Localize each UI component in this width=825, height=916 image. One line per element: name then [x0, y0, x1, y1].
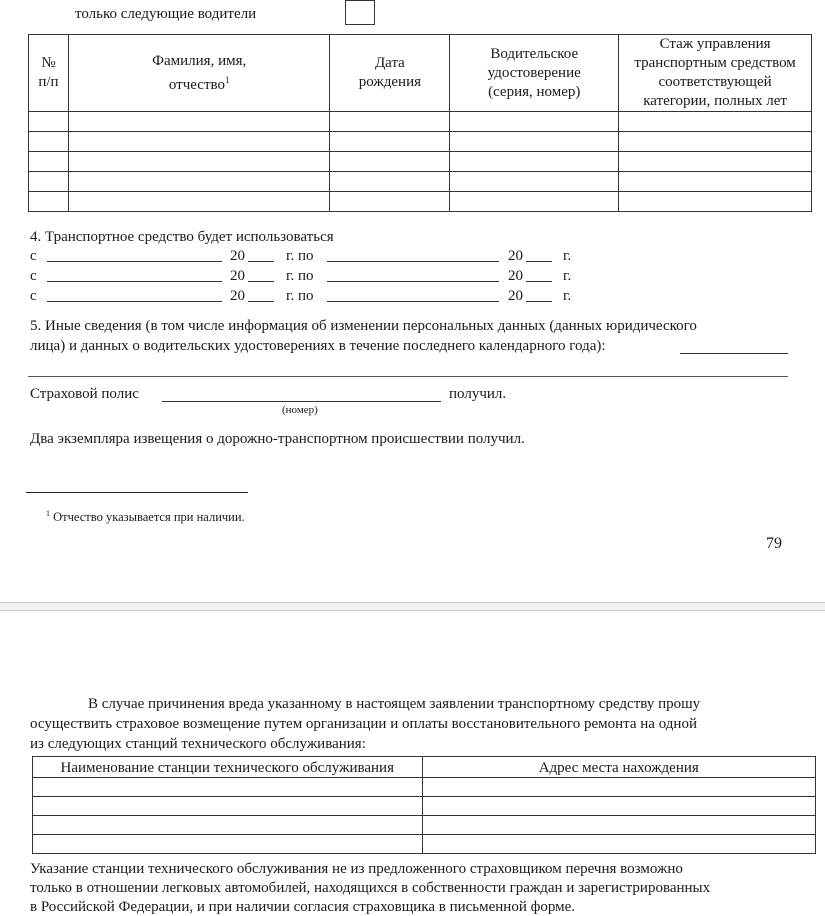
to-date-field[interactable] — [327, 261, 499, 262]
driver-license-cell[interactable] — [450, 112, 619, 132]
to-date-field[interactable] — [327, 301, 499, 302]
header-full-name: Фамилия, имя, отчество$^1$ — [68, 35, 330, 112]
policy-number-field[interactable] — [162, 401, 441, 402]
header-number: № п/п — [29, 35, 69, 112]
policy-number-hint: (номер) — [282, 404, 318, 416]
driver-license-cell[interactable] — [450, 192, 619, 212]
driver-experience-cell[interactable] — [619, 172, 812, 192]
station-row — [33, 816, 816, 835]
page-number: 79 — [766, 535, 782, 552]
section5-line2: лица) и данных о водительских удостоверениях в течение последнего календарного года): — [30, 338, 606, 354]
section5-line1: 5. Иные сведения (в том числе информация об изменении персональных данных (данных юридического — [30, 318, 697, 334]
driver-row — [29, 132, 812, 152]
station-name-cell[interactable] — [33, 835, 423, 854]
drivers-table — [28, 34, 812, 212]
year-suffix: г. — [563, 268, 572, 284]
from-year-prefix: 20 — [230, 268, 245, 284]
to-year-prefix: 20 — [508, 288, 523, 304]
page-separator — [0, 602, 825, 611]
driver-number-cell[interactable] — [29, 152, 69, 172]
header-driving-experience: Стаж управления транспортным средством соответствующей категории, полных лет — [619, 35, 812, 112]
station-address-cell[interactable] — [422, 816, 815, 835]
request-line-2: осуществить страховое возмещение путем организации и оплаты восстановительного ремонта на одной — [30, 716, 697, 732]
station-row — [33, 835, 816, 854]
from-date-field[interactable] — [47, 281, 222, 282]
service-stations-table — [32, 756, 816, 854]
request-line-3: из следующих станций технического обслуживания: — [30, 736, 366, 752]
to-year-field[interactable] — [526, 281, 552, 282]
driver-experience-cell[interactable] — [619, 192, 812, 212]
drivers-table-header — [29, 35, 812, 112]
note-line-2: только в отношении легковых автомобилей, находящихся в собственности граждан и зарегистрированных — [30, 880, 711, 896]
to-year-field[interactable] — [526, 301, 552, 302]
driver-number-cell[interactable] — [29, 112, 69, 132]
station-row — [33, 797, 816, 816]
station-name-cell[interactable] — [33, 797, 423, 816]
request-line-1: В случае причинения вреда указанному в настоящем заявлении транспортному средству прошу — [88, 696, 701, 712]
policy-received-label: получил. — [449, 386, 507, 402]
footnote-text: Отчество указывается при наличии. — [53, 510, 245, 525]
header-station-name: Наименование станции технического обслуживания — [33, 757, 423, 778]
driver-license-cell[interactable] — [450, 132, 619, 152]
to-label: г. по — [286, 288, 314, 304]
footnote — [46, 506, 245, 525]
to-label: г. по — [286, 248, 314, 264]
driver-name-cell[interactable] — [68, 172, 330, 192]
year-suffix: г. — [563, 288, 572, 304]
to-label: г. по — [286, 268, 314, 284]
from-date-field[interactable] — [47, 261, 222, 262]
stations-table-header — [33, 757, 816, 778]
footnote-mark: 1 — [46, 509, 50, 518]
only-listed-drivers-checkbox[interactable] — [345, 0, 375, 25]
driver-birth-date-cell[interactable] — [330, 132, 450, 152]
from-label: с — [30, 288, 37, 304]
from-year-field[interactable] — [248, 261, 274, 262]
from-year-field[interactable] — [248, 281, 274, 282]
driver-name-cell[interactable] — [68, 192, 330, 212]
note-line-1: Указание станции технического обслуживания не из предложенного страховщиком перечня возможно — [30, 861, 683, 877]
driver-license-cell[interactable] — [450, 172, 619, 192]
header-license: Водительское удостоверение (серия, номер) — [450, 35, 619, 112]
driver-birth-date-cell[interactable] — [330, 152, 450, 172]
driver-row — [29, 152, 812, 172]
driver-row — [29, 172, 812, 192]
station-row — [33, 778, 816, 797]
driver-name-cell[interactable] — [68, 152, 330, 172]
year-suffix: г. — [563, 248, 572, 264]
driver-number-cell[interactable] — [29, 192, 69, 212]
footnote-separator — [26, 492, 248, 493]
driver-number-cell[interactable] — [29, 132, 69, 152]
from-date-field[interactable] — [47, 301, 222, 302]
drivers-intro-label: только следующие водители — [75, 6, 257, 22]
driver-experience-cell[interactable] — [619, 132, 812, 152]
other-info-continuation-line[interactable] — [28, 376, 788, 377]
footnote-ref: 1 — [225, 74, 230, 85]
from-year-field[interactable] — [248, 301, 274, 302]
driver-name-cell[interactable] — [68, 112, 330, 132]
driver-row — [29, 112, 812, 132]
station-address-cell[interactable] — [422, 835, 815, 854]
driver-number-cell[interactable] — [29, 172, 69, 192]
driver-row — [29, 192, 812, 212]
driver-experience-cell[interactable] — [619, 152, 812, 172]
notice-received-text: Два экземпляра извещения о дорожно-транспортном происшествии получил. — [30, 431, 525, 447]
to-year-field[interactable] — [526, 261, 552, 262]
driver-experience-cell[interactable] — [619, 112, 812, 132]
header-birth-date: Дата рождения — [330, 35, 450, 112]
other-info-field[interactable] — [680, 353, 788, 354]
driver-birth-date-cell[interactable] — [330, 192, 450, 212]
from-label: с — [30, 268, 37, 284]
header-station-address: Адрес места нахождения — [422, 757, 815, 778]
driver-birth-date-cell[interactable] — [330, 172, 450, 192]
from-label: с — [30, 248, 37, 264]
to-year-prefix: 20 — [508, 268, 523, 284]
to-date-field[interactable] — [327, 281, 499, 282]
driver-birth-date-cell[interactable] — [330, 112, 450, 132]
from-year-prefix: 20 — [230, 248, 245, 264]
note-line-3: в Российской Федерации, и при наличии согласия страховщика в письменной форме. — [30, 899, 576, 915]
policy-label: Страховой полис — [30, 386, 139, 402]
to-year-prefix: 20 — [508, 248, 523, 264]
from-year-prefix: 20 — [230, 288, 245, 304]
section4-title: 4. Транспортное средство будет использоваться — [30, 229, 334, 245]
driver-name-cell[interactable] — [68, 132, 330, 152]
station-address-cell[interactable] — [422, 778, 815, 797]
station-address-cell[interactable] — [422, 797, 815, 816]
station-name-cell[interactable] — [33, 778, 423, 797]
station-name-cell[interactable] — [33, 816, 423, 835]
driver-license-cell[interactable] — [450, 152, 619, 172]
